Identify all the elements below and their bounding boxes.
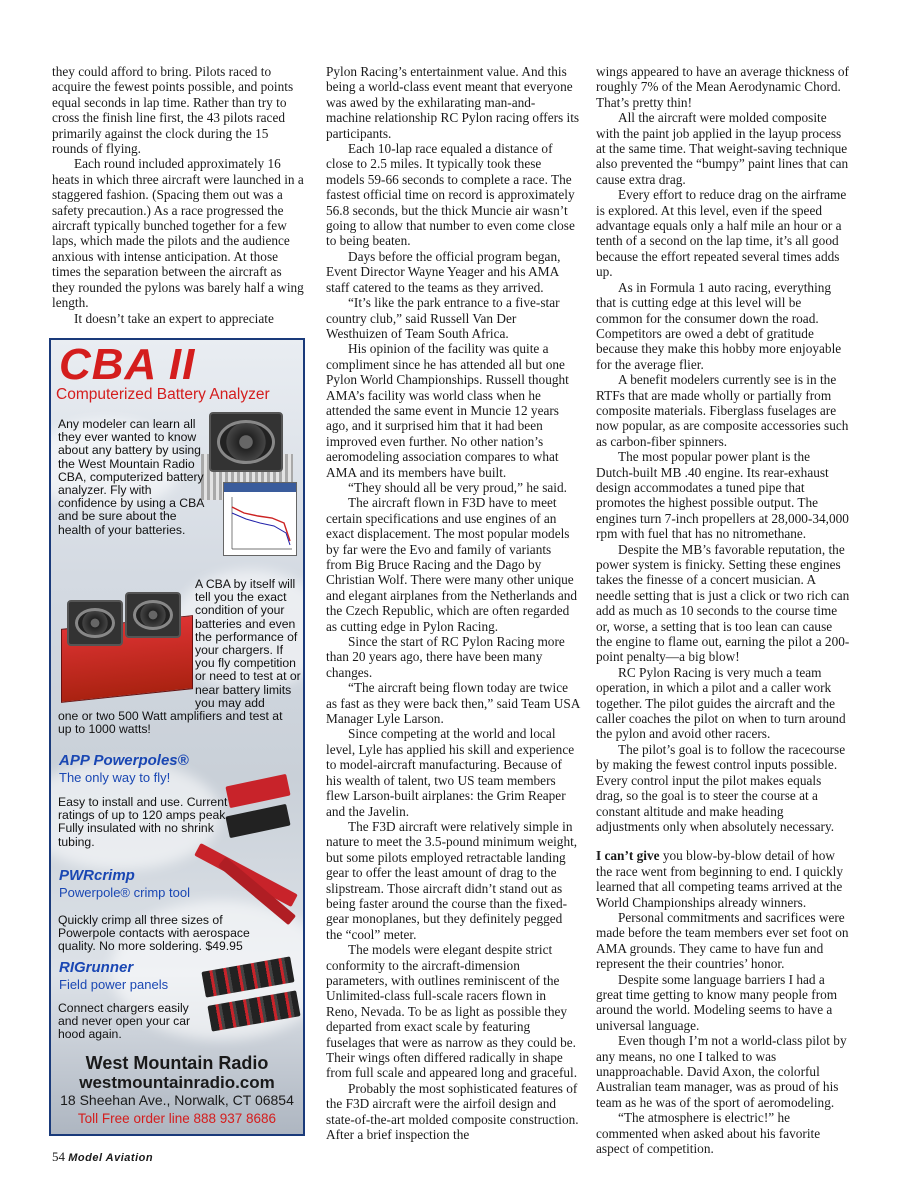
company-website: westmountainradio.com bbox=[79, 1073, 275, 1092]
pwrcrimp-subtitle: Powerpole® crimp tool bbox=[59, 885, 190, 900]
app-powerpoles-title: APP Powerpoles® bbox=[59, 752, 189, 769]
paragraph: It doesn’t take an expert to appreciate bbox=[74, 310, 274, 326]
paragraph: they could afford to bring. Pilots raced to acquire the fewest points possible, and points equal seconds in lap time. Rather than try to cross the finish line first, the 43 pilots raced primarily against the clock during the 15 rounds of flying. bbox=[52, 64, 294, 157]
paragraph: “It’s like the park entrance to a five-star country club,” said Russell Van Der Westhuizen of Team South Africa. bbox=[326, 295, 560, 341]
rigrunner-title: RIGrunner bbox=[59, 959, 134, 976]
paragraph: Since competing at the world and local level, Lyle has applied his skill and experience to model-aircraft manufacturing. Because of his wealth of talent, two US team members flew Larson-built airplanes: the Grim Reaper and the Javelin. bbox=[326, 726, 575, 819]
paragraph: RC Pylon Racing is very much a team operation, in which a pilot and a caller work together. The pilot guides the aircraft and the caller coaches the pilot on when to turn around the pylon and avoid other racers. bbox=[596, 664, 846, 742]
app-powerpoles-subtitle: The only way to fly! bbox=[59, 770, 171, 785]
paragraph: Every effort to reduce drag on the airframe is explored. At this level, even if the speed advantage equals only a half mile an hour or a tenth of a second on the lap time, it’s all good because the effort repeated several times adds up. bbox=[596, 187, 847, 280]
cooling-fan-image bbox=[209, 412, 283, 472]
amplifier-fan-left-icon bbox=[67, 600, 123, 646]
page-footer bbox=[52, 1149, 153, 1165]
pwrcrimp-title: PWRcrimp bbox=[59, 867, 135, 884]
rigrunner-text: Connect chargers easily and never open your car hood again. bbox=[58, 1001, 191, 1042]
cba-subtitle: Computerized Battery Analyzer bbox=[56, 386, 270, 403]
paragraph: The most popular power plant is the Dutch-built MB .40 engine. Its rear-exhaust design accommodates a tuned pipe that promotes the highest possible output. The engines turn 7-inch propellers at 28,000-34,000 rpm with fuel that has no nitromethane. bbox=[596, 449, 849, 542]
article-column-2 bbox=[326, 64, 580, 1142]
paragraph: Pylon Racing’s entertainment value. And this being a world-class event meant that everyone was awed by the exhilarating man-and-machine relationship RC Pylon racing offers its participants. bbox=[326, 64, 580, 141]
company-address: 18 Sheehan Ave., Norwalk, CT 06854 bbox=[60, 1092, 294, 1108]
paragraph: Each round included approximately 16 heats in which three aircraft were launched in a staggered fashion. (Spacing them out was a safety precaution.) As a race progressed the aircraft typically bunched together for a few laps, which made the pilots and the audience anxious with intense anticipation. At those times the separation between the aircraft as they rounded the pylons was barely half a wing length. bbox=[52, 156, 304, 311]
paragraph: The aircraft flown in F3D have to meet certain specifications and use engines of an exact displacement. The most popular models by far were the Evo and family of variants from Big Bruce Racing and the Dago by Christian Wolf. There were many other unique and elegant airplanes from the Netherlands and the Czech Republic, which are often regarded as cutting edge in Pylon Racing. bbox=[326, 495, 578, 634]
paragraph: “The atmosphere is electric!” he commented when asked about his favorite aspect of competition. bbox=[596, 1110, 821, 1157]
paragraph: Even though I’m not a world-class pilot by any means, no one I talked to was unapproachable. David Axon, the colorful Australian team manager, was as proud of his team as he was of the sport of aeromodeling. bbox=[596, 1033, 847, 1110]
cba-text-1: Any modeler can learn all they ever wanted to know about any battery by using the West Mountain Radio CBA, computerized battery analyzer. Fly with confidence by using a CBA and be sure about the health of your batteries. bbox=[58, 417, 204, 537]
paragraph: All the aircraft were molded composite with the paint job applied in the layup process at the same time. That weight-saving technique also prevented the “bumpy” paint lines that can cause extra drag. bbox=[596, 110, 849, 187]
magazine-name: Model Aviation bbox=[68, 1152, 154, 1164]
paragraph: A benefit modelers currently see is in the RTFs that are made wholly or partially from composite materials. Fiberglass fuselages are now popular, as are composite accessories such as carbon-fiber spinners. bbox=[596, 372, 849, 449]
paragraph: Each 10-lap race equaled a distance of close to 2.5 miles. It typically took these models 59-66 seconds to complete a race. The fastest official time on record is approximately 56.8 seconds, but the thick Muncie air wasn’t going to allow that number to even come close to being beaten. bbox=[326, 141, 575, 249]
paragraph: wings appeared to have an average thickness of roughly 7% of the Mean Aerodynamic Chord. That’s pretty thin! bbox=[596, 64, 849, 110]
lead-in-bold: I can’t give bbox=[596, 848, 660, 864]
pwrcrimp-text: Quickly crimp all three sizes of Powerpole contacts with aerospace quality. No more soldering. $49.95 bbox=[58, 913, 250, 954]
battery-graph-image bbox=[223, 482, 297, 556]
article-column-1 bbox=[52, 64, 307, 326]
paragraph: The pilot’s goal is to follow the racecourse by making the fewest control inputs possible. Every control input the pilot makes equals drag, so the goal is to steer the course at a constant altitude and make heading adjustments only when absolutely necessary. bbox=[596, 741, 846, 834]
rigrunner-subtitle: Field power panels bbox=[59, 977, 169, 992]
cba-title: CBA II bbox=[59, 340, 196, 389]
west-mountain-radio-ad bbox=[49, 338, 305, 1136]
paragraph: His opinion of the facility was quite a compliment since he has attended all but one Pylon World Championships. Russell thought AMA’s facility was world class when he attended the same event in Muncie 12 years ago, and it surprised him that it had been improved even further. No other nation’s aeromodeling association compares to what AMA and its members have built. bbox=[326, 341, 569, 480]
paragraph: Days before the official program began, Event Director Wayne Yeager and his AMA staff catered to the teams as they arrived. bbox=[326, 248, 561, 295]
company-phone: Toll Free order line 888 937 8686 bbox=[77, 1111, 277, 1126]
paragraph: Despite the MB’s favorable reputation, the power system is finicky. Setting these engines takes the finesse of a concert musician. A needle setting that is just a click or two rich can add as much as 10 seconds to the course time or, worse, a setting that is too lean can cause the engine to flame out, earning the pilot a 200-point penalty—a big blow! bbox=[596, 541, 850, 665]
paragraph: Personal commitments and sacrifices were made before the team members ever set foot on AMA grounds. They came to have fun and represent the their countries’ honor. bbox=[596, 909, 849, 972]
company-name: West Mountain Radio bbox=[85, 1053, 269, 1073]
paragraph: The F3D aircraft were relatively simple in nature to meet the 3.5-pound minimum weight, but some pilots employed retractable landing gear to offer the least amount of drag to the slipstream. Those aircraft didn’t stand out as being faster around the course than the fixed-gear monoplanes, but they definitely pegged the “cool” meter. bbox=[326, 818, 578, 942]
paragraph: The models were elegant despite strict conformity to the aircraft-dimension parameters, with outlines reminiscent of the Unlimited-class full-scale racers flown in Reno, Nevada. To be as light as possible they departed from exact scale by featuring fuselages that were as narrow as they could be. Their wings often differed radically in shape from full scale and appeared long and graceful. bbox=[326, 942, 578, 1081]
paragraph: As in Formula 1 auto racing, everything that is cutting edge at this level will be common for the consumer down the road. Competitors are owed a debt of gratitude because they make this hobby more enjoyable for the average flier. bbox=[596, 279, 842, 372]
app-powerpoles-text: Easy to install and use. Current ratings of up to 120 amps peak. Fully insulated with no shrink tubing. bbox=[58, 795, 229, 849]
cba-text-3: one or two 500 Watt amplifiers and test at up to 1000 watts! bbox=[58, 709, 283, 737]
lead-in-rest: you blow-by-blow detail of how the race went from beginning to end. I quickly learned that all competing teams arrived at the World Championships already winners. bbox=[596, 848, 844, 910]
section-lead-paragraph bbox=[596, 848, 850, 910]
paragraph: Since the start of RC Pylon Racing more than 20 years ago, there have been many changes. bbox=[326, 634, 565, 680]
amplifier-fan-right-icon bbox=[125, 592, 181, 638]
article-column-3 bbox=[596, 64, 850, 1156]
paragraph: Probably the most sophisticated features of the F3D aircraft were the airfoil design and state-of-the-art molded composite construction. After a brief inspection the bbox=[326, 1080, 579, 1143]
paragraph: Despite some language barriers I had a great time getting to know many people from around the world. Modeling seems to have a universal language. bbox=[596, 971, 838, 1033]
cba-text-2: A CBA by itself will tell you the exact condition of your batteries and even the performance of your chargers. If you fly competition or need to test at or near battery limits you may add bbox=[195, 577, 301, 710]
page-number: 54 bbox=[52, 1149, 65, 1164]
paragraph: “They should all be very proud,” he said. bbox=[348, 479, 567, 495]
paragraph: “The aircraft being flown today are twice as fast as they were back then,” said Team USA Manager Lyle Larson. bbox=[326, 680, 580, 727]
